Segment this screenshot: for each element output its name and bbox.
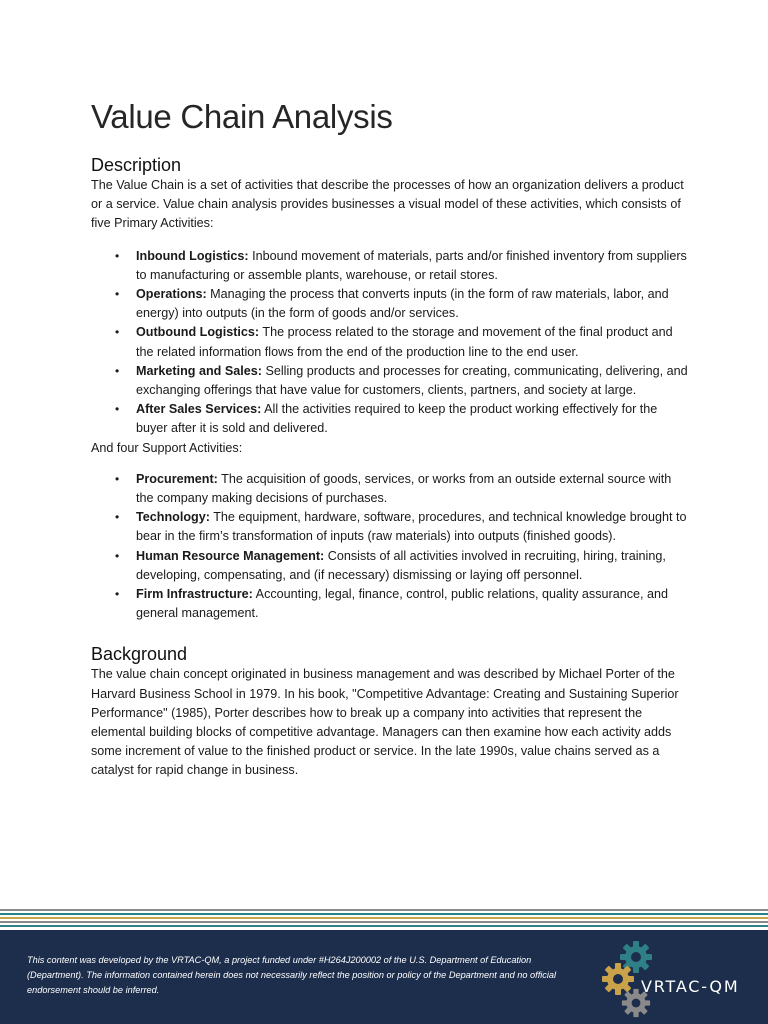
activity-text: All the activities required to keep the product working effectively for the buyer after it is sold and delivered. (136, 402, 658, 436)
activity-term: Inbound Logistics: (136, 248, 249, 263)
list-item (91, 362, 691, 400)
activity-term: Human Resource Management: (136, 548, 325, 563)
activity-term: Procurement: (136, 471, 218, 486)
primary-activities-list (91, 247, 691, 439)
activity-term: Technology: (136, 510, 210, 525)
footer-banner (0, 930, 768, 1024)
activity-text: Accounting, legal, finance, control, public relations, quality assurance, and general management. (136, 587, 669, 621)
logo-text: VRTAC-QM (641, 977, 740, 996)
bullet-icon: • (115, 510, 120, 525)
activity-term: After Sales Services: (136, 402, 262, 417)
list-item (91, 400, 691, 438)
list-item (91, 585, 691, 623)
bullet-icon: • (115, 287, 120, 302)
activity-text: The equipment, hardware, software, procedures, and technical knowledge brought to bear in the firm’s transformation of inputs (raw materials) into outputs (finished goods). (136, 510, 687, 544)
divider-line (0, 913, 768, 915)
activity-text: Consists of all activities involved in recruiting, hiring, training, developing, compensating, and (if necessary) dismissing or laying off personnel. (136, 548, 666, 582)
list-item (91, 470, 691, 508)
activity-term: Operations: (136, 287, 207, 302)
bullet-icon: • (115, 325, 120, 340)
footer-stripes (0, 909, 768, 929)
description-paragraph: The Value Chain is a set of activities that describe the processes of how an organization delivers a product or a service. Value chain analysis provides businesses a visual model of these activities, which consists of five Primary Activities: (91, 178, 684, 231)
funding-disclaimer: This content was developed by the VRTAC-QM, a project funded under #H264J200002 of the U.S. Department of Education (Department). The information contained herein does not necessarily reflect the position or policy of the Department and no official endorsement should be inferred. (27, 955, 557, 995)
list-item (91, 323, 691, 361)
divider-line (0, 921, 768, 923)
bullet-icon: • (115, 402, 120, 417)
activity-term: Outbound Logistics: (136, 325, 260, 340)
divider-line (0, 909, 768, 911)
background-paragraph: The value chain concept originated in business management and was described by Michael Porter of the Harvard Business School in 1979. In his book, "Competitive Advantage: Creating and Sustaining Superior Performance" (1985), Porter describes how to break up a company into activities that represent the elemental building blocks of competitive advantage. Managers can then examine how each activity adds some increment of value to the finished product or service. In the late 1990s, value chains served as a catalyst for rapid change in business. (91, 667, 679, 778)
page-title: Value Chain Analysis (91, 98, 393, 135)
bullet-icon: • (115, 363, 120, 378)
bullet-icon: • (115, 248, 120, 263)
document-body (91, 96, 691, 781)
description-heading: Description (91, 155, 182, 175)
activity-text: The acquisition of goods, services, or works from an outside external source with the company making decisions of purchases. (136, 471, 672, 506)
list-item (91, 285, 691, 323)
activity-term: Marketing and Sales: (136, 363, 262, 378)
bullet-icon: • (115, 587, 120, 602)
vrtac-qm-logo (600, 940, 768, 1020)
activity-text: Managing the process that converts inputs (in the form of raw materials, labor, and energy) into outputs (in the form of goods and/or services. (136, 287, 669, 321)
activity-text: Inbound movement of materials, parts and/or finished inventory from suppliers to manufacturing or assemble plants, warehouse, or retail stores. (136, 248, 687, 282)
background-heading: Background (91, 644, 188, 665)
list-item (91, 508, 691, 546)
divider-line (0, 925, 768, 927)
support-activities-intro: And four Support Activities: (91, 440, 243, 455)
list-item (91, 247, 691, 285)
bullet-icon: • (115, 548, 120, 563)
activity-text: The process related to the storage and movement of the final product and the related information flows from the end of the production line to the end user. (136, 325, 673, 359)
list-item (91, 547, 691, 585)
divider-line (0, 917, 768, 919)
activity-term: Firm Infrastructure: (136, 587, 253, 602)
activity-text: Selling products and processes for creating, communicating, delivering, and exchanging offerings that have value for customers, clients, partners, and society at large. (136, 363, 688, 398)
bullet-icon: • (115, 471, 120, 486)
support-activities-list (91, 470, 691, 624)
